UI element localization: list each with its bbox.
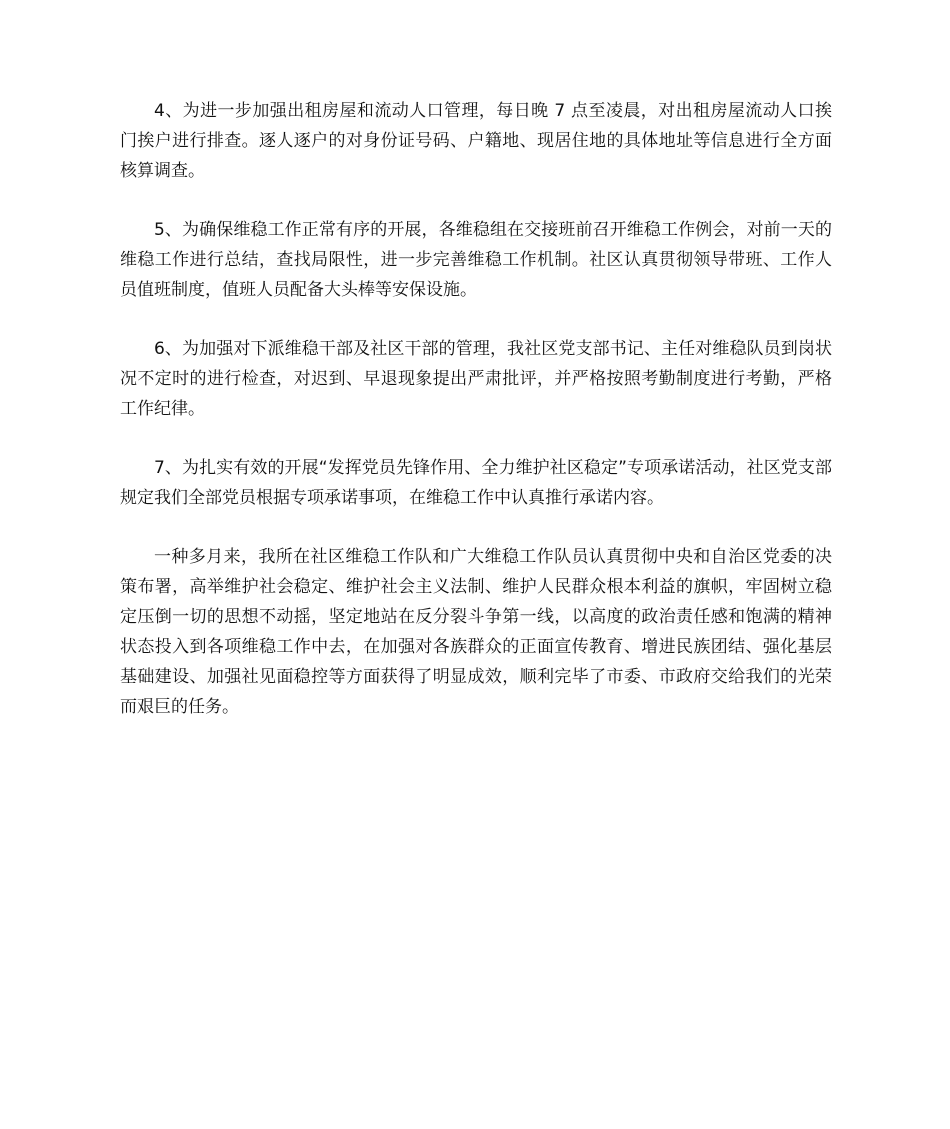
paragraph-item-6: 6、为加强对下派维稳干部及社区干部的管理，我社区党支部书记、主任对维稳队员到岗状况不定时的进行检查，对迟到、早退现象提出严肃批评，并严格按照考勤制度进行考勤，严格工作纪律。 — [120, 339, 832, 419]
paragraph-item-7: 7、为扎实有效的开展“发挥党员先锋作用、全力维护社区稳定”专项承诺活动，社区党支部规定我们全部党员根据专项承诺事项，在维稳工作中认真推行承诺内容。 — [120, 458, 832, 508]
document-body — [120, 96, 832, 722]
paragraph-item-5: 5、为确保维稳工作正常有序的开展，各维稳组在交接班前召开维稳工作例会，对前一天的维稳工作进行总结，查找局限性，进一步完善维稳工作机制。社区认真贯彻领导带班、工作人员值班制度，值班人员配备大头棒等安保设施。 — [120, 220, 832, 300]
paragraph-item-4: 4、为进一步加强出租房屋和流动人口管理，每日晚 7 点至凌晨，对出租房屋流动人口挨门挨户进行排查。逐人逐户的对身份证号码、户籍地、现居住地的具体地址等信息进行全方面核算调查。 — [120, 101, 832, 181]
summary-paragraph: 一种多月来，我所在社区维稳工作队和广大维稳工作队员认真贯彻中央和自治区党委的决策布署，高举维护社会稳定、维护社会主义法制、维护人民群众根本利益的旗帜，牢固树立稳定压倒一切的思想不动摇，坚定地站在反分裂斗争第一线，以高度的政治责任感和饱满的精神状态投入到各项维稳工作中去，在加强对各族群众的正面宣传教育、增进民族团结、强化基层基础建设、加强社见面稳控等方面获得了明显成效，顺利完毕了市委、市政府交给我们的光荣而艰巨的任务。 — [120, 547, 832, 717]
